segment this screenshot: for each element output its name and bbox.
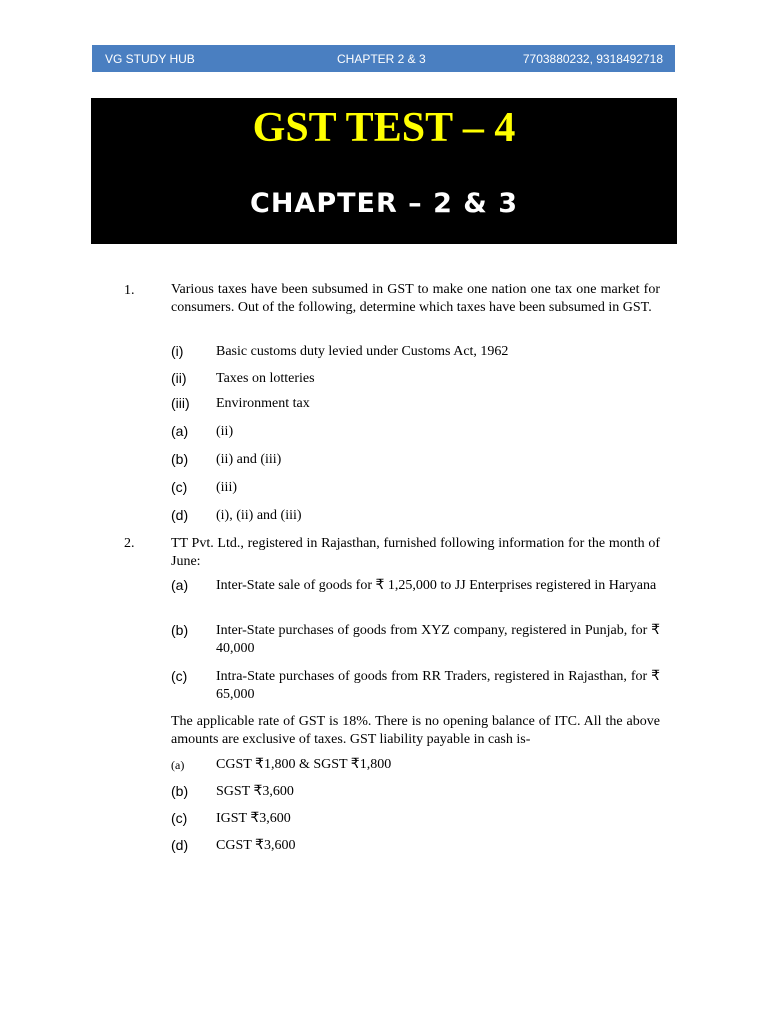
question-2-number: 2. [124, 536, 135, 551]
title-block [91, 98, 677, 244]
q1-item-label: (iii) [171, 395, 190, 411]
page-subtitle: CHAPTER – 2 & 3 [250, 188, 518, 219]
q1-option-d-text: (i), (ii) and (iii) [216, 508, 302, 523]
q1-item-label: (ii) [171, 370, 187, 386]
q2-item-c-text: Intra-State purchases of goods from RR Traders, registered in Rajasthan, for ₹ 65,000 [216, 669, 660, 702]
q1-option-c-text: (iii) [216, 480, 237, 495]
q2-item-a-label: (a) [171, 577, 189, 593]
q2-item-b-label: (b) [171, 622, 189, 638]
q2-item-a-text: Inter-State sale of goods for ₹ 1,25,000 to JJ Enterprises registered in Haryana [216, 578, 657, 593]
q1-item-text: Basic customs duty levied under Customs Act, 1962 [216, 344, 509, 359]
q1-option-a-label: (a) [171, 423, 189, 439]
q2-item-c-label: (c) [171, 668, 188, 684]
question-2-text: TT Pvt. Ltd., registered in Rajasthan, furnished following information for the month of June: [171, 536, 660, 569]
header-chapter: CHAPTER 2 & 3 [337, 52, 426, 66]
q2-option-b-label: (b) [171, 783, 189, 799]
q1-option-b-text: (ii) and (iii) [216, 452, 282, 467]
question-2-note: The applicable rate of GST is 18%. There is no opening balance of ITC. All the above amounts are exclusive of taxes. GST liability payable in cash is- [171, 714, 660, 747]
q1-item-label: (i) [171, 343, 184, 359]
q1-option-d-label: (d) [171, 507, 189, 523]
q2-item-b-text: Inter-State purchases of goods from XYZ company, registered in Punjab, for ₹ 40,000 [216, 623, 660, 656]
header-bar [92, 45, 675, 72]
q1-item-text: Taxes on lotteries [216, 371, 315, 386]
q2-option-a-label: (a) [171, 758, 185, 772]
q2-option-c-label: (c) [171, 810, 188, 826]
q2-option-b-text: SGST ₹3,600 [216, 784, 294, 799]
q2-option-a-text: CGST ₹1,800 & SGST ₹1,800 [216, 757, 392, 772]
q1-option-c-label: (c) [171, 479, 188, 495]
q2-option-c-text: IGST ₹3,600 [216, 811, 291, 826]
q2-option-d-text: CGST ₹3,600 [216, 838, 296, 853]
q2-option-d-label: (d) [171, 837, 189, 853]
q1-option-b-label: (b) [171, 451, 189, 467]
q1-item-text: Environment tax [216, 396, 310, 411]
header-phone: 7703880232, 9318492718 [522, 52, 663, 66]
q1-option-a-text: (ii) [216, 424, 234, 439]
page-title: GST TEST – 4 [252, 105, 516, 151]
header-brand: VG STUDY HUB [105, 52, 195, 66]
question-1-text: Various taxes have been subsumed in GST to make one nation one tax one market for consumers. Out of the following, determine which taxes have been subsumed in GST. [171, 282, 660, 315]
question-1-number: 1. [124, 283, 135, 298]
